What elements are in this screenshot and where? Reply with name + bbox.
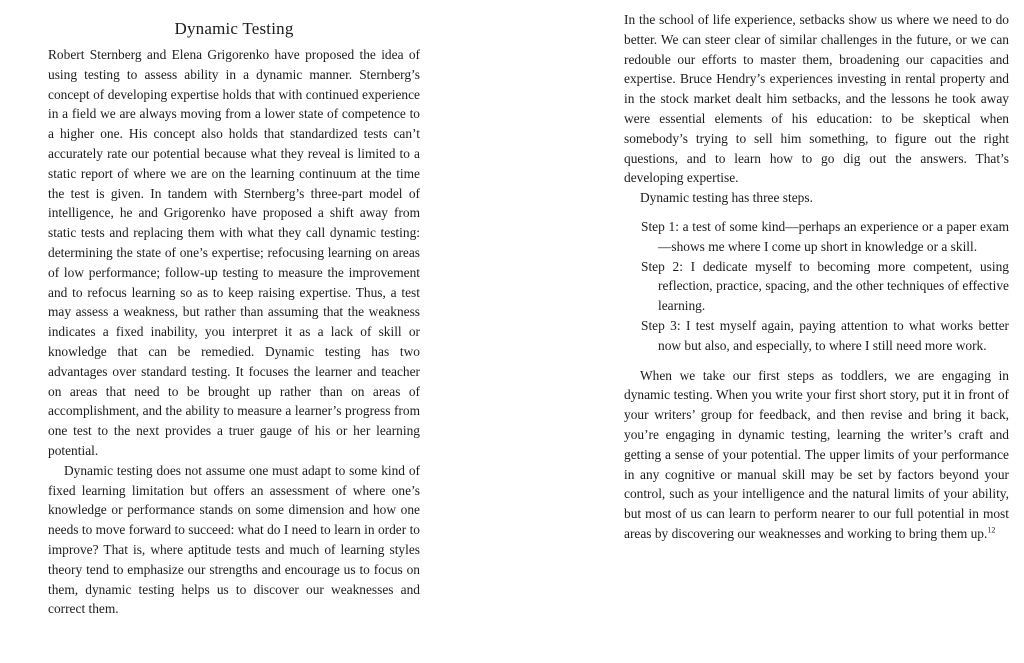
left-paragraph-2: Dynamic testing does not assume one must adapt to some kind of fixed learning limitation but offers an assessment of where one’s knowledge or performance stands on some dimension and how one needs to move forward to succeed: what do I need to learn in order to improve? That is, where aptitude tests and much of learning styles theory tend to emphasize our strengths and encourage us to focus on them, dynamic testing helps us to discover our weaknesses and correct them. xyxy=(48,462,420,617)
right-paragraph-1: In the school of life experience, setbacks show us where we need to do better. We can steer clear of similar challenges in the future, or we can redouble our efforts to master them, broadening our capacities and expertise. Bruce Hendry’s experiences investing in rental property and in the stock market dealt him setbacks, and the lessons he took away were essential elements of his education: to be skeptical when somebody’s trying to sell him something, to figure out the right questions, and to learn how to go dig out the answers. That’s developing expertise. xyxy=(624,12,1009,186)
step-item-3: Step 3: I test myself again, paying attention to what works better now but also, and especially, to where I still need more work. xyxy=(641,317,1009,353)
right-page xyxy=(512,0,1024,663)
left-text-body xyxy=(48,45,420,619)
section-heading: Dynamic Testing xyxy=(174,19,294,38)
right-paragraph-3 xyxy=(624,366,1009,544)
left-paragraph-1: Robert Sternberg and Elena Grigorenko have proposed the idea of using testing to assess ability in a dynamic manner. Sternberg’s concept of developing expertise holds that with continued experience in a field we are always moving from a lower state of competence to a higher one. His concept also holds that standardized tests can’t accurately rate our potential because what they reveal is limited to a static report of where we are on the learning continuum at the time the test is given. In tandem with Sternberg’s three-part model of intelligence, he and Grigorenko have proposed a shift away from static tests and replacing them with what they call dynamic testing: determining the state of one’s expertise; refocusing learning on areas of low performance; follow-up testing to measure the improvement and to refocus learning so as to keep raising expertise. Thus, a test may assess a weakness, but rather than assuming that the weakness indicates a fixed inability, you interpret it as a lack of skill or knowledge that can be remedied. Dynamic testing has two advantages over standard testing. It focuses the learner and teacher on areas that need to be brought up rather than on areas of accomplishment, and the ability to measure a learner’s progress from one test to the next provides a truer gauge of his or her learning potential. xyxy=(48,47,420,458)
step-item-1: Step 1: a test of some kind—perhaps an experience or a paper exam—shows me where I come up short in knowledge or a skill. xyxy=(641,218,1009,254)
right-paragraph-3-text: When we take our first steps as toddlers, we are engaging in dynamic testing. When you write your first short story, put it in front of your writers’ group for feedback, and then revise and bring it back, you’re engaging in dynamic testing, learning the writer’s craft and getting a sense of your potential. The upper limits of your performance in any cognitive or manual skill may be set by factors beyond your control, such as your intelligence and the natural limits of your ability, but most of us can learn to perform nearer to our full potential in most areas by discovering our weaknesses and working to bring them up. xyxy=(624,367,1009,541)
step-item-2: Step 2: I dedicate myself to becoming more competent, using reflection, practice, spacing, and the other techniques of effective learning. xyxy=(641,258,1009,314)
steps-list xyxy=(624,217,1009,356)
footnote-marker[interactable]: 12 xyxy=(987,525,996,535)
right-text-body xyxy=(624,10,1009,544)
right-paragraph-2: Dynamic testing has three steps. xyxy=(640,190,813,206)
